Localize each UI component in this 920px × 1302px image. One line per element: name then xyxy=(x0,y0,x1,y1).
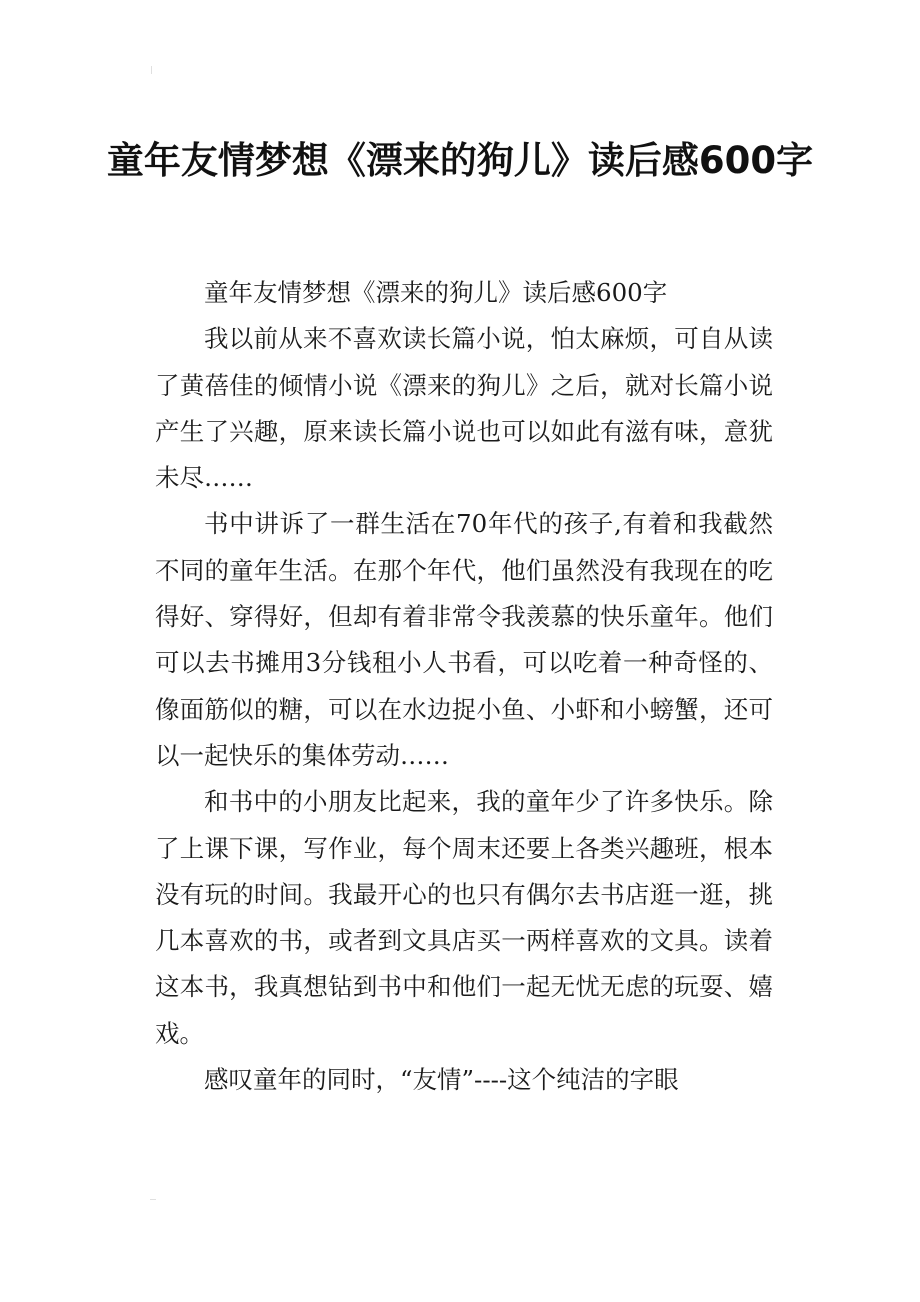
paragraph: 感叹童年的同时，“友情”----这个纯洁的字眼 xyxy=(204,1065,679,1095)
paragraph: 我以前从来不喜欢读长篇小说，怕太麻烦，可自从读了黄蓓佳的倾情小说《漂来的狗儿》之后，就对长篇小说产生了兴趣，原来读长篇小说也可以如此有滋有味，意犹未尽…… xyxy=(155,324,773,493)
paragraph: 童年友情梦想《漂来的狗儿》读后感600字 xyxy=(204,278,668,307)
corner-mark xyxy=(151,66,158,74)
document-body xyxy=(155,270,773,1103)
paragraph: 和书中的小朋友比起来，我的童年少了许多快乐。除了上课下课，写作业，每个周末还要上各类兴趣班，根本没有玩的时间。我最开心的也只有偶尔去书店逛一逛，挑几本喜欢的书，或者到文具店买一两样喜欢的文具。读着这本书，我真想钻到书中和他们一起无忧无虑的玩耍、嬉戏。 xyxy=(155,787,773,1048)
paragraph: 书中讲诉了一群生活在70年代的孩子,有着和我截然不同的童年生活。在那个年代，他们虽然没有我现在的吃得好、穿得好，但却有着非常令我羡慕的快乐童年。他们可以去书摊用3分钱租小人书看，可以吃着一种奇怪的、像面筋似的糖，可以在水边捉小鱼、小虾和小螃蟹，还可以一起快乐的集体劳动…… xyxy=(155,509,773,770)
corner-mark xyxy=(150,1193,156,1200)
document-title: 童年友情梦想《漂来的狗儿》读后感600字 xyxy=(106,138,814,182)
